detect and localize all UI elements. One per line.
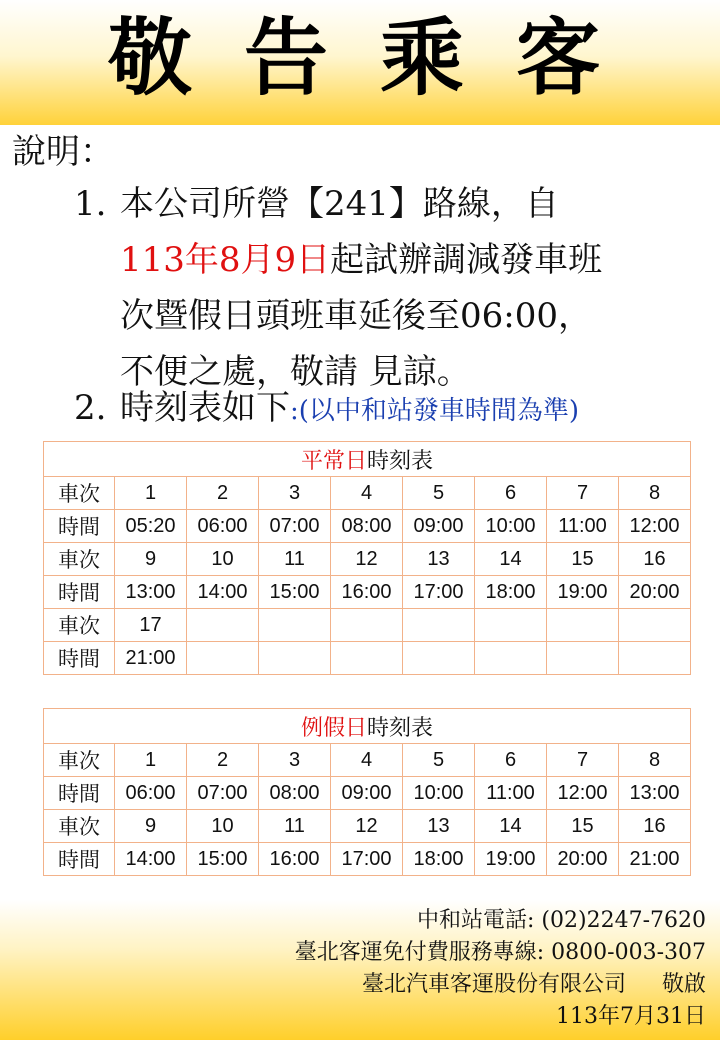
holiday-title-row <box>44 709 691 744</box>
item-1-line-2-rest: 起試辦調減發車班 <box>330 240 603 280</box>
trip-cell: 9 <box>115 543 187 576</box>
trip-row-label: 車次 <box>44 810 115 843</box>
time-cell: 16:00 <box>331 576 403 609</box>
time-cell <box>403 642 475 675</box>
time-row-label: 時間 <box>44 642 115 675</box>
explain-label: 說明： <box>12 132 114 172</box>
weekday-trip-row <box>44 543 691 576</box>
time-cell: 09:00 <box>403 510 475 543</box>
time-cell <box>619 642 691 675</box>
trip-cell: 9 <box>115 810 187 843</box>
trip-cell: 3 <box>259 477 331 510</box>
weekday-title-row <box>44 442 691 477</box>
weekday-trip-row <box>44 609 691 642</box>
trip-row-label: 車次 <box>44 477 115 510</box>
time-cell: 21:00 <box>619 843 691 876</box>
time-cell: 08:00 <box>331 510 403 543</box>
trip-cell <box>403 609 475 642</box>
trip-cell: 7 <box>547 744 619 777</box>
time-cell <box>259 642 331 675</box>
time-cell <box>475 642 547 675</box>
sign-off: 敬啟 <box>661 972 706 997</box>
company-name: 臺北汽車客運股份有限公司 <box>361 972 626 997</box>
time-cell: 13:00 <box>115 576 187 609</box>
service-hotline: 臺北客運免付費服務專線: 0800-003-307 <box>294 940 706 965</box>
holiday-timetable <box>43 708 691 876</box>
weekday-title: 平常日時刻表 <box>44 442 691 477</box>
time-cell: 16:00 <box>259 843 331 876</box>
item-1-line-4: 不便之處，敬請 見諒。 <box>120 352 471 392</box>
item-1-line-1: 本公司所營【241】路線，自 <box>120 184 559 224</box>
notice-date: 113年7月31日 <box>556 1004 706 1029</box>
time-cell: 14:00 <box>187 576 259 609</box>
trip-cell <box>259 609 331 642</box>
item-2-text <box>120 380 710 439</box>
time-cell: 15:00 <box>259 576 331 609</box>
time-cell: 09:00 <box>331 777 403 810</box>
time-cell: 10:00 <box>475 510 547 543</box>
trip-cell: 13 <box>403 810 475 843</box>
trip-cell: 11 <box>259 810 331 843</box>
trip-cell <box>187 609 259 642</box>
time-cell: 08:00 <box>259 777 331 810</box>
trip-cell: 5 <box>403 744 475 777</box>
time-row-label: 時間 <box>44 510 115 543</box>
trip-cell: 6 <box>475 744 547 777</box>
trip-cell: 16 <box>619 543 691 576</box>
trip-cell: 15 <box>547 810 619 843</box>
time-cell: 17:00 <box>403 576 475 609</box>
time-cell: 06:00 <box>187 510 259 543</box>
time-cell: 06:00 <box>115 777 187 810</box>
time-cell: 11:00 <box>547 510 619 543</box>
holiday-trip-row <box>44 810 691 843</box>
trip-cell: 13 <box>403 543 475 576</box>
trip-cell: 4 <box>331 477 403 510</box>
trip-cell: 7 <box>547 477 619 510</box>
item-1-number: 1. <box>74 184 107 224</box>
trip-cell: 11 <box>259 543 331 576</box>
trip-row-label: 車次 <box>44 543 115 576</box>
time-cell: 18:00 <box>475 576 547 609</box>
holiday-trip-row <box>44 744 691 777</box>
trip-cell <box>619 609 691 642</box>
trip-cell: 10 <box>187 810 259 843</box>
time-cell: 20:00 <box>619 576 691 609</box>
holiday-time-row <box>44 777 691 810</box>
trip-cell: 14 <box>475 543 547 576</box>
trip-row-label: 車次 <box>44 609 115 642</box>
trip-cell: 2 <box>187 744 259 777</box>
time-cell: 21:00 <box>115 642 187 675</box>
trip-cell: 1 <box>115 477 187 510</box>
time-cell: 07:00 <box>259 510 331 543</box>
time-cell: 19:00 <box>547 576 619 609</box>
time-cell: 18:00 <box>403 843 475 876</box>
trip-cell: 15 <box>547 543 619 576</box>
item-2-number: 2. <box>74 388 107 428</box>
trip-cell: 5 <box>403 477 475 510</box>
holiday-title: 例假日時刻表 <box>44 709 691 744</box>
item-1-line-2 <box>120 232 710 288</box>
time-cell: 15:00 <box>187 843 259 876</box>
trip-cell <box>475 609 547 642</box>
weekday-rows <box>44 477 691 675</box>
weekday-trip-row <box>44 477 691 510</box>
trip-cell: 8 <box>619 477 691 510</box>
item-2-note: :(以中和站發車時間為準) <box>290 396 580 426</box>
weekday-time-row <box>44 642 691 675</box>
time-cell: 10:00 <box>403 777 475 810</box>
notice-title: 敬告乘客 <box>107 8 652 107</box>
holiday-time-row <box>44 843 691 876</box>
time-cell: 05:20 <box>115 510 187 543</box>
time-row-label: 時間 <box>44 576 115 609</box>
weekday-time-row <box>44 576 691 609</box>
trip-cell: 3 <box>259 744 331 777</box>
item-1-text <box>120 176 710 400</box>
effective-date: 113年8月9日 <box>120 240 331 280</box>
trip-cell: 12 <box>331 810 403 843</box>
holiday-rows <box>44 744 691 876</box>
trip-cell: 8 <box>619 744 691 777</box>
time-cell: 14:00 <box>115 843 187 876</box>
trip-cell: 10 <box>187 543 259 576</box>
time-cell: 11:00 <box>475 777 547 810</box>
time-cell <box>187 642 259 675</box>
item-2-label: 時刻表如下 <box>120 388 290 428</box>
company-signature <box>362 970 706 1000</box>
time-cell: 19:00 <box>475 843 547 876</box>
trip-cell: 12 <box>331 543 403 576</box>
time-cell: 12:00 <box>547 777 619 810</box>
time-row-label: 時間 <box>44 777 115 810</box>
time-cell: 07:00 <box>187 777 259 810</box>
time-cell: 12:00 <box>619 510 691 543</box>
trip-cell <box>331 609 403 642</box>
trip-cell: 2 <box>187 477 259 510</box>
trip-cell: 6 <box>475 477 547 510</box>
time-cell: 20:00 <box>547 843 619 876</box>
item-1-line-3: 次暨假日頭班車延後至06:00， <box>120 296 592 336</box>
trip-cell: 16 <box>619 810 691 843</box>
time-cell <box>547 642 619 675</box>
trip-cell: 1 <box>115 744 187 777</box>
trip-cell <box>547 609 619 642</box>
station-phone: 中和站電話: (02)2247-7620 <box>417 908 706 933</box>
trip-cell: 14 <box>475 810 547 843</box>
time-cell: 13:00 <box>619 777 691 810</box>
time-cell <box>331 642 403 675</box>
weekday-time-row <box>44 510 691 543</box>
trip-cell: 4 <box>331 744 403 777</box>
trip-row-label: 車次 <box>44 744 115 777</box>
time-row-label: 時間 <box>44 843 115 876</box>
weekday-timetable <box>43 441 691 675</box>
trip-cell: 17 <box>115 609 187 642</box>
time-cell: 17:00 <box>331 843 403 876</box>
